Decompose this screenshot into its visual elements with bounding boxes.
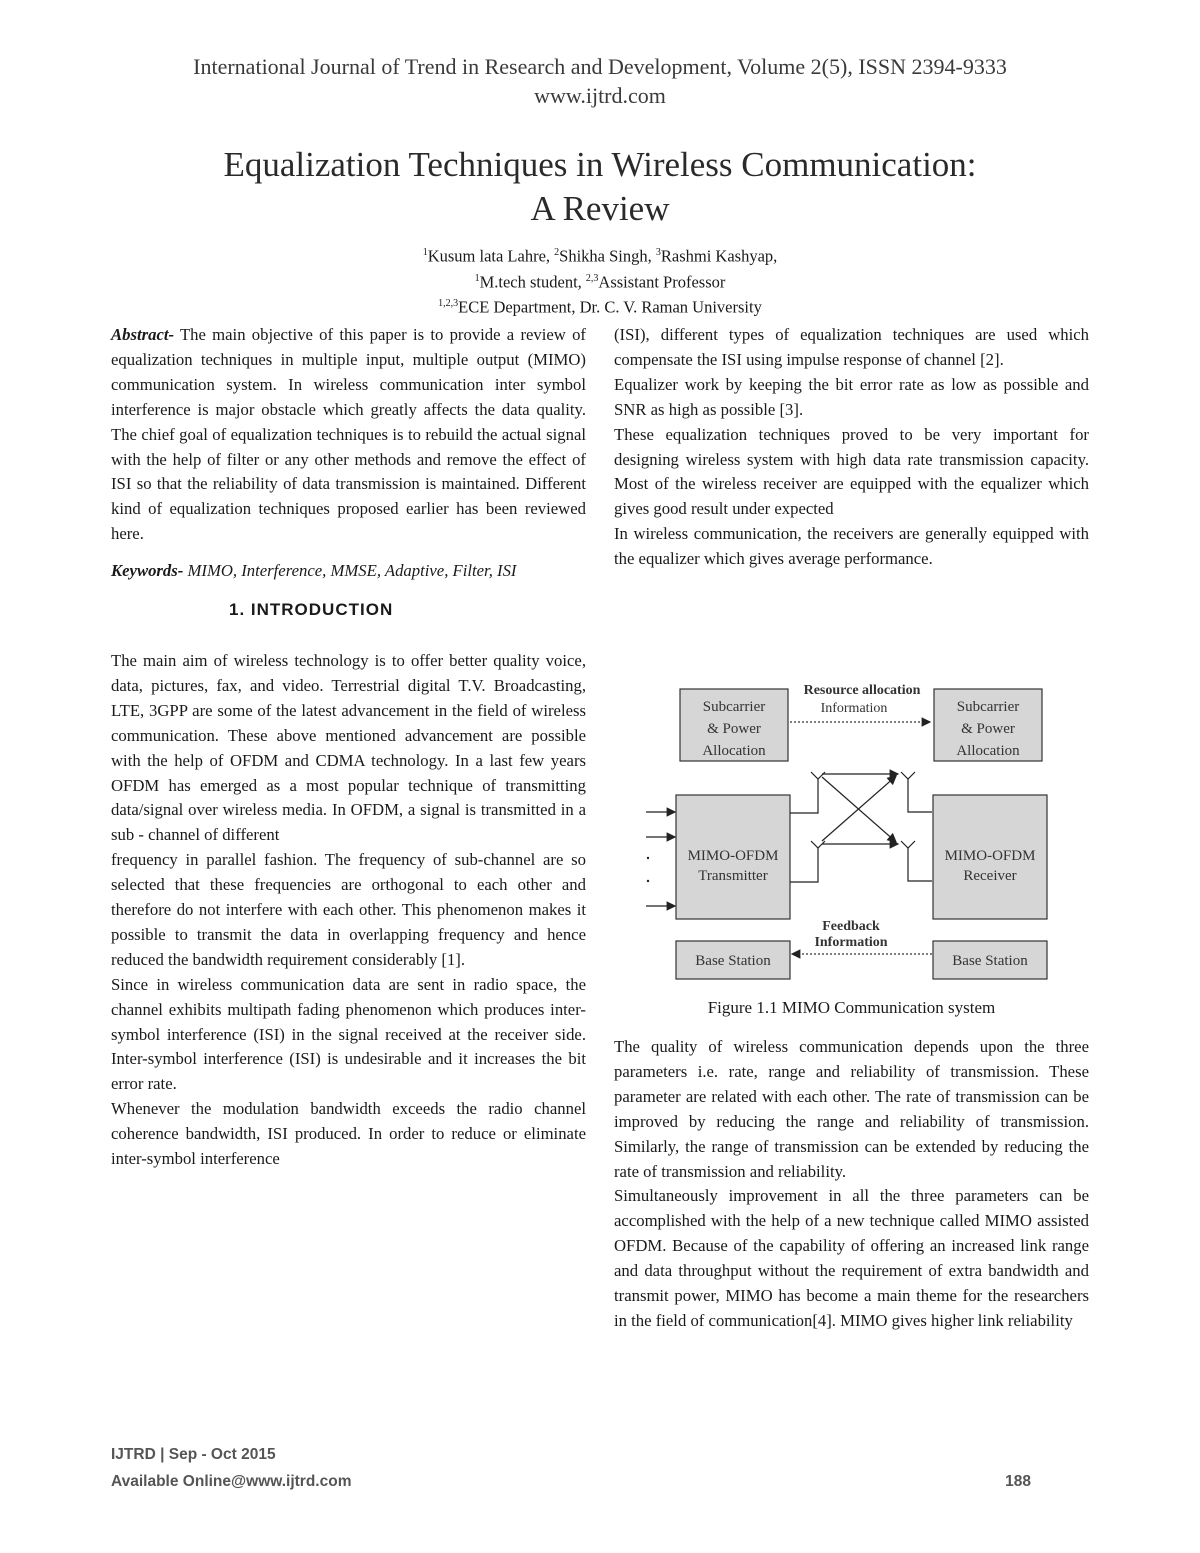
abstract-label: Abstract-: [111, 325, 175, 344]
abstract: [111, 323, 586, 547]
page-footer: [111, 1441, 1031, 1495]
figure-caption: Figure 1.1 MIMO Communication system: [707, 998, 996, 1017]
intro-paragraph-1: The main aim of wireless technology is to offer better quality voice, data, pictures, fax, and video. Terrestrial digital T.V. Broadcasting, LTE, 3GPP are some of the latest advancement in the field of wireless communication. These above mentioned advancement are possible with the help of OFDM and CDMA technology. In a last few years OFDM has emerged as a most popular technique of transmitting data/signal over wireless media. In OFDM, a signal is transmitted in a sub - channel of different: [111, 650, 586, 845]
author-affiliation: $^{1,2,3}$ECE Department, Dr. C. V. Raman University: [438, 297, 762, 317]
intro-paragraph-4: Whenever the modulation bandwidth exceeds the radio channel coherence bandwidth, ISI produced. In order to reduce or eliminate inter-symbol interference: [111, 1099, 586, 1169]
receiver-label-2: Receiver: [963, 868, 1017, 884]
right-paragraph-1: (ISI), different types of equalization techniques are used which compensate the ISI using impulse response of channel [2].: [614, 325, 1089, 369]
footer-online: Available Online@www.ijtrd.com: [111, 1473, 352, 1490]
journal-name: International Journal of Trend in Research and Development, Volume 2(5), ISSN 2394-9333: [193, 54, 1007, 79]
author-block: [0, 242, 1200, 319]
author-names: $^1$Kusum lata Lahre, $^2$Shikha Singh, $^3$Rashmi Kashyap,: [422, 246, 778, 266]
box-tl-label-1: Subcarrier: [702, 699, 766, 715]
footer-issue: IJTRD | Sep - Oct 2015: [111, 1446, 276, 1463]
journal-website: www.ijtrd.com: [534, 83, 666, 108]
page-number: 188: [1005, 1473, 1031, 1490]
author-roles: $^1$M.tech student, $^{2,3}$Assistant Professor: [474, 272, 726, 291]
base-station-left-label: Base Station: [695, 953, 771, 969]
input-arrows: [646, 812, 675, 906]
intro-paragraph-2: frequency in parallel fashion. The frequency of sub-channel are so selected that these frequencies are orthogonal to each other and therefore do not interfere with each other. This phenomenon makes it possible to transmit the data in overlapping frequency and hence reduced the bandwidth requirement considerably [1].: [111, 850, 586, 969]
right-paragraph-6: Simultaneously improvement in all the three parameters can be accomplished with the help of a new technique called MIMO assisted OFDM. Because of the capability of offering an increased link range and data throughput without the requirement of extra bandwidth and transmit power, MIMO has become a main theme for the researchers in the field of communication[4]. MIMO gives higher link reliability: [614, 1186, 1089, 1330]
right-paragraph-4: In wireless communication, the receivers are generally equipped with the equalizer which gives average performance.: [614, 524, 1089, 569]
right-paragraph-3: These equalization techniques proved to be very important for designing wireless system with high data rate transmission capacity. Most of the wireless receiver are equipped with the equalizer which gives good result under expected: [614, 424, 1089, 519]
title-line-1: Equalization Techniques in Wireless Communication:: [223, 145, 977, 184]
box-tl-label-3: Allocation: [702, 743, 766, 759]
box-tl-label-2: & Power: [707, 721, 761, 737]
box-tr-label-3: Allocation: [956, 743, 1020, 759]
journal-header: [0, 52, 1200, 110]
title-line-2: A Review: [530, 189, 670, 228]
mimo-figure: [640, 678, 1072, 984]
section-heading-introduction: 1. INTRODUCTION: [229, 600, 394, 620]
keywords-text: MIMO, Interference, MMSE, Adaptive, Filter, ISI: [183, 561, 517, 581]
antenna-channel: [790, 772, 932, 882]
resource-label-1: Resource allocation: [803, 683, 921, 698]
feedback-label-1: Feedback: [822, 919, 880, 934]
paper-title: [0, 143, 1200, 231]
right-paragraph-2: Equalizer work by keeping the bit error rate as low as possible and SNR as high as possible [3].: [614, 374, 1089, 419]
left-column: [111, 323, 586, 1172]
resource-label-2: Information: [820, 701, 888, 716]
receiver-label-1: MIMO-OFDM: [944, 848, 1036, 864]
mimo-diagram: [640, 678, 1072, 984]
right-paragraph-5: The quality of wireless communication depends upon the three parameters i.e. rate, range and reliability of transmission. These parameter are related with each other. The rate of transmission can be improved by reducing the range and reliability of transmission. Similarly, the range of transmission can be extended by reducing the rate of transmission and reliability.: [614, 1037, 1089, 1181]
box-tr-label-2: & Power: [961, 721, 1015, 737]
right-column-top: [614, 323, 1089, 572]
transmitter-label-1: MIMO-OFDM: [687, 848, 779, 864]
right-column-bottom: [614, 1035, 1089, 1334]
box-tr-label-1: Subcarrier: [956, 699, 1020, 715]
transmitter-label-2: Transmitter: [698, 868, 768, 884]
intro-paragraph-3: Since in wireless communication data are sent in radio space, the channel exhibits multipath fading phenomenon which produces inter-symbol interference (ISI) in the signal received at the receiver side. Inter-symbol interference (ISI) is undesirable and it increases the bit error rate.: [111, 974, 586, 1094]
keywords: [111, 559, 586, 584]
base-station-right-label: Base Station: [952, 953, 1028, 969]
abstract-text: The main objective of this paper is to provide a review of equalization techniques in multiple input, multiple output (MIMO) communication system. In wireless communication inter symbol interference is major obstacle which greatly affects the data quality. The chief goal of equalization techniques is to rebuild the actual signal with the help of filter or any other methods and remove the effect of ISI so that the reliability of data transmission is maintained. Different kind of equalization techniques proposed earlier has been reviewed here.: [111, 325, 586, 544]
feedback-label-2: Information: [814, 935, 888, 950]
keywords-label: Keywords-: [111, 561, 184, 581]
